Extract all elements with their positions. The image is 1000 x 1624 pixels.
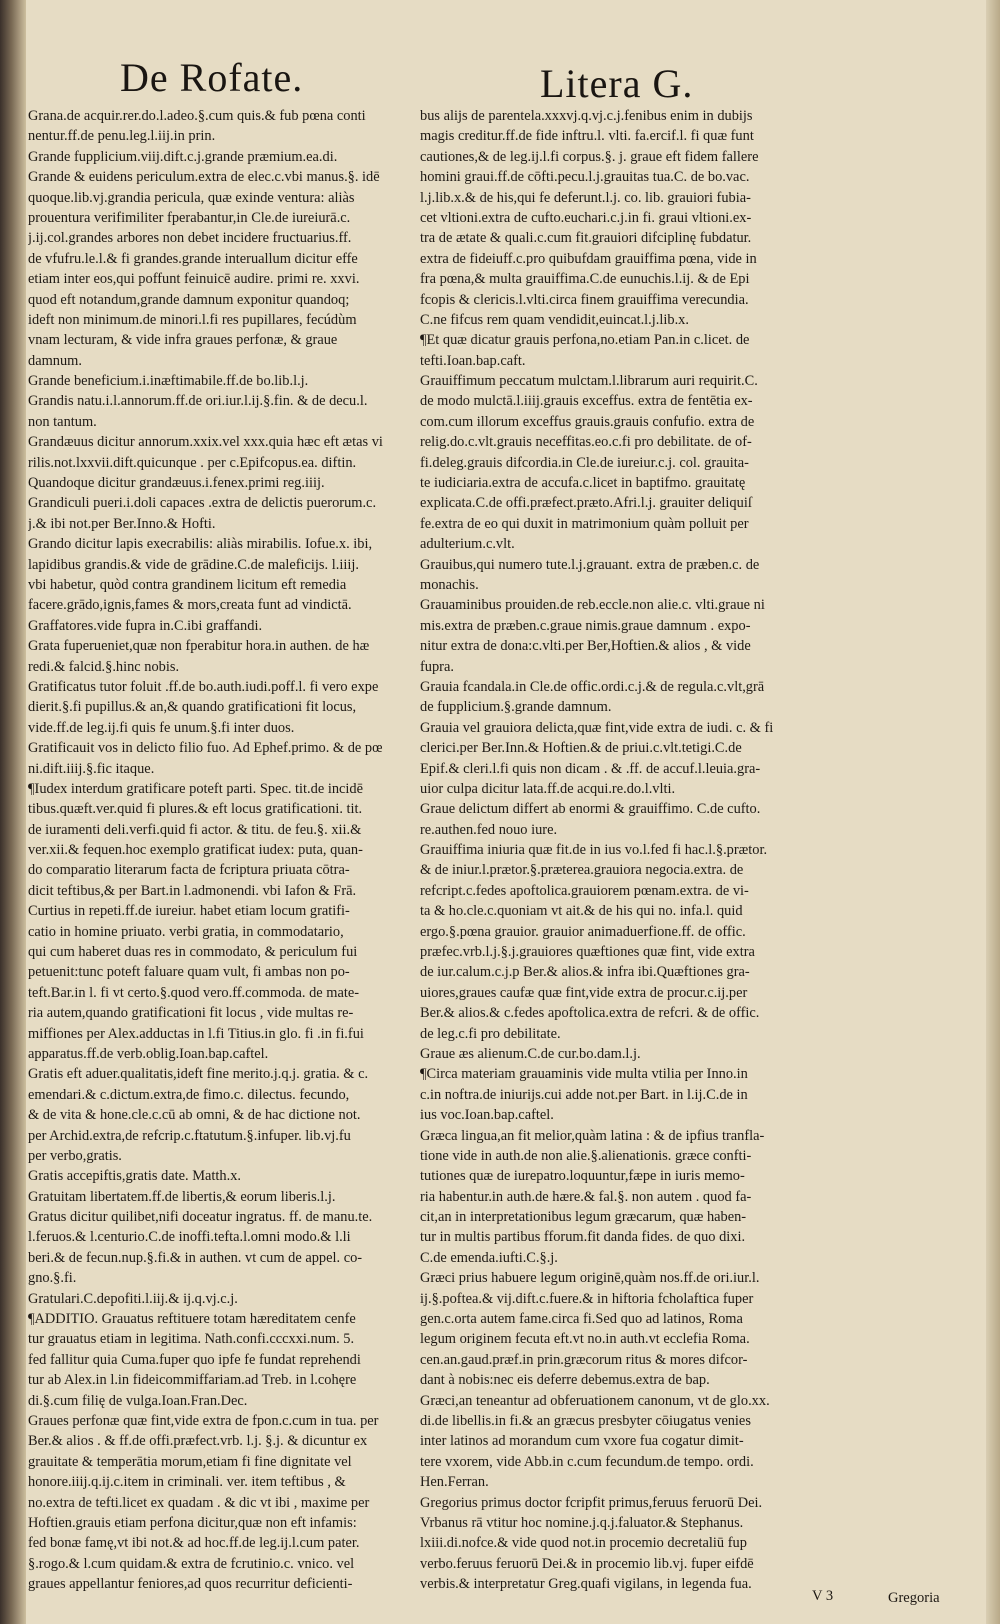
text-line: Epif.& cleri.l.fi quis non dicam . & .ff. de accuf.l.leuia.gra- [420,760,761,777]
text-line: clerici.per Ber.Inn.& Hoftien.& de priui.c.vlt.tetigi.C.de [420,740,742,757]
text-line: adulterium.c.vlt. [420,536,515,553]
text-line: Quandoque dicitur grandæuus.i.fenex.primi reg.iiij. [28,475,325,492]
signature-mark: V 3 [812,1588,834,1604]
text-line: fe.extra de eo qui duxit in matrimonium quàm polluit per [420,515,749,532]
text-line: & de iniur.l.prætor.§.præterea.grauiora negocia.extra. de [420,862,744,879]
text-line: mis.extra de præben.c.graue nimis.graue damnum . expo- [420,617,751,634]
running-header-right: Litera G. [540,61,694,106]
text-line: ij.§.poftea.& vij.dift.c.fuere.& in hiftoria fcholaftica fuper [420,1290,754,1307]
text-line: Græca lingua,an fit melior,quàm latina : & de ipfius tranfla- [420,1127,765,1144]
text-line: prouentura verifimiliter fperabantur,in Cle.de iureiurā.c. [28,209,351,226]
text-line: Graue æs alienum.C.de cur.bo.dam.l.j. [420,1045,641,1062]
text-line: te iudiciaria.extra de accufa.c.licet in baptifmo. grauitatę [420,475,746,492]
running-header-left: De Rofate. [120,55,304,100]
text-line: de leg.c.fi pro debilitate. [420,1025,561,1042]
text-line: de modo mulctā.l.iiij.grauis exceffus. extra de fentētia ex- [420,393,753,410]
text-line: tur grauatus etiam in legitima. Nath.confi.cccxxi.num. 5. [28,1331,355,1348]
text-line: ius voc.Ioan.bap.caftel. [420,1107,554,1124]
text-line: c.in noftra.de iniurijs.cui adde not.per Bart. in l.ij.C.de in [420,1086,748,1103]
text-line: fra pœna,& multa grauiffima.C.de eunuchis.l.ij. & de Epi [420,271,750,288]
text-line: ta & ho.cle.c.quoniam vt ait.& de his qui no. infa.l. quid [420,903,743,920]
text-line: Gratificatus tutor foluit .ff.de bo.auth.iudi.poff.l. fi vero expe [28,678,379,695]
text-line: ¶Circa materiam grauaminis vide multa vtilia per Inno.in [420,1066,748,1083]
text-line: Gratuitam libertatem.ff.de libertis,& eorum liberis.l.j. [28,1188,336,1205]
text-line: cit,an in interpretationibus legum græcarum, quæ haben- [420,1209,747,1226]
text-line: graues appellantur feniores,ad quos recurritur deficienti- [28,1576,353,1593]
text-line: per verbo,gratis. [28,1147,122,1164]
text-line: tutiones quæ de iurepatro.loquuntur,fæpe in iuris memo- [420,1168,745,1185]
text-line: Graue delictum differt ab enormi & grauiffimo. C.de cufto. [420,801,761,818]
text-line: gen.c.orta autem fame.circa fi.Sed quo ad latinos, Roma [420,1311,743,1328]
text-line: Vrbanus rā vtitur hoc nomine.j.q.j.faluator.& Stephanus. [420,1514,744,1531]
text-line: re.authen.fed nouo iure. [420,821,558,838]
left-column [28,106,408,1595]
text-line: de fupplicium.§.grande damnum. [420,699,612,716]
text-line: petuenit:tunc poteft faluare quam vult, fi ambas non po- [28,964,350,981]
text-line: Hoftien.grauis etiam perfona dicitur,quæ non eft infamis: [28,1514,357,1531]
text-line: Grando dicitur lapis execrabilis: aliàs mirabilis. Iofue.x. ibi, [28,536,373,553]
text-line: non tantum. [28,413,97,430]
catchword: Gregoria [888,1590,940,1606]
text-line: vbi habetur, quòd contra grandinem licitum eft remedia [28,576,347,593]
text-line: ¶ADDITIO. Grauatus reftituere totam hæreditatem cenfe [28,1311,356,1328]
text-line: Graues perfonæ quæ fint,vide extra de fpon.c.cum in tua. per [28,1413,379,1429]
text-line: j.& ibi not.per Ber.Inno.& Hofti. [28,515,216,532]
text-line: l.feruos.& l.centurio.C.de inoffi.tefta.l.omni modo.& l.li [28,1229,351,1246]
text-line: homini graui.ff.de cōfti.pecu.l.j.grauitas tua.C. de bo.vac. [420,169,750,186]
text-line: explicata.C.de offi.præfect.præto.Afri.l.j. grauiter deliquiſ [420,495,752,512]
text-line: Gratulari.C.depofiti.l.iij.& ij.q.vj.c.j. [28,1290,238,1307]
text-line: Grandis natu.i.l.annorum.ff.de ori.iur.l.ij.§.fin. & de decu.l. [28,393,368,410]
text-line: de iuramenti deli.verfi.quid fi actor. & titu. de feu.§. xii.& [28,821,362,838]
text-line: cen.an.gaud.præf.in prin.græcorum ritus & mores difcor- [420,1351,748,1368]
text-line: verbo.feruus feruorū Dei.& in procemio lib.vj. fuper eifdē [420,1555,754,1572]
text-line: gno.§.fi. [28,1270,77,1287]
text-line: teft.Bar.in l. fi vt certo.§.quod vero.ff.commoda. de mate- [28,984,360,1001]
text-line: beri.& de fecun.nup.§.fi.& in authen. vt cum de appel. co- [28,1249,363,1266]
text-line: ¶Iudex interdum gratificare poteft parti. Spec. tit.de incidē [28,780,363,797]
text-line: no.extra de tefti.licet ex quadam . & dic vt ibi , maxime per [28,1494,370,1511]
text-line: Grauia fcandala.in Cle.de offic.ordi.c.j.& de regula.c.vlt,grā [420,678,765,695]
text-line: tra de ætate & quali.c.cum fit.grauiori difciplinę fubdatur. [420,230,752,247]
text-line: redi.& falcid.§.hinc nobis. [28,658,180,675]
text-line: ver.xii.& fequen.hoc exemplo gratificat iudex: puta, quan- [28,842,363,859]
text-line: ni.dift.iiij.§.fic itaque. [28,760,155,777]
text-line: miffiones per Alex.adductas in l.fi Titius.in glo. fi .in fi.fui [28,1025,364,1042]
text-line: di.de libellis.in fi.& an græcus presbyter cōiugatus venies [420,1413,751,1429]
text-line: tibus.quæft.ver.quid fi plures.& eft locus gratificationi. tit. [28,801,363,818]
text-line: bus alijs de parentela.xxxvj.q.vj.c.j.fenibus enim in dubijs [420,108,753,124]
text-line: monachis. [420,576,479,593]
text-line: vnam lecturam, & vide infra graues perfonæ, & graue [28,332,338,349]
text-line: Grauiffimum peccatum mulctam.l.librarum auri requirit.C. [420,373,758,390]
text-line: dierit.§.fi pupillus.& an,& quando gratificationi fit locus, [28,699,357,716]
text-line: Graffatores.vide fupra in.C.ibi graffandi. [28,617,263,634]
text-line: præfec.vrb.l.j.§.j.grauiores quæftiones quæ fint, vide extra [420,944,755,961]
text-line: di.§.cum filię de vulga.Ioan.Fran.Dec. [28,1392,248,1409]
text-line: fcopis & clericis.l.vlti.circa finem grauiffima verecundia. [420,291,749,308]
text-line: cet vltioni.extra de cufto.euchari.c.j.in fi. graui vltioni.ex- [420,209,752,226]
text-line: Grandiculi pueri.i.doli capaces .extra de delictis puerorum.c. [28,495,377,512]
text-line: nitur extra de dona:c.vlti.per Ber,Hoftien.& alios , & vide [420,638,751,655]
text-line: ria habentur.in auth.de hære.& fal.§. non autem . quod fa- [420,1188,752,1205]
text-line: verbis.& interpretatur Greg.quafi vigilans, in legenda fua. [420,1576,752,1593]
text-line: apparatus.ff.de verb.oblig.Ioan.bap.caftel. [28,1045,269,1062]
text-line: Grande beneficium.i.inæftimabile.ff.de bo.lib.l.j. [28,373,309,390]
text-line: lxiii.di.nofce.& vide quod not.in procemio decretaliū fup [420,1535,747,1552]
text-line: vide.ff.de leg.ij.fi quis fe unum.§.fi inter duos. [28,719,295,736]
text-line: qui cum haberet duas res in commodato, & periculum fui [28,944,358,961]
text-line: extra de fideiuff.c.pro quibufdam grauiffima pœna, vide in [420,250,757,267]
text-line: Grauibus,qui numero tute.l.j.grauant. extra de præben.c. de [420,556,760,573]
text-line: legum originem fecuta eft.vt no.in auth.vt ecclefia Roma. [420,1331,750,1348]
text-line: inter latinos ad morandum cum vxore fua cogatur dimit- [420,1433,744,1450]
text-line: nentur.ff.de penu.leg.l.iij.in prin. [28,128,216,145]
text-line: j.ij.col.grandes arbores non debet incidere fructuarius.ff. [28,230,352,247]
text-line: fed bonæ famę,vt ibi not.& ad hoc.ff.de leg.ij.l.cum pater. [28,1535,360,1552]
text-line: Curtius in repeti.ff.de iureiur. habet etiam locum gratifi- [28,903,350,920]
text-line: relig.do.c.vlt.grauis neceffitas.eo.c.fi pro debilitate. de of- [420,434,752,451]
text-line: grauitate & temperātia morum,etiam fi fine dignitate vel [28,1453,352,1470]
binding-gutter [0,0,26,1624]
text-line: lapidibus grandis.& vide de grādine.C.de maleficijs. l.iiij. [28,556,359,573]
text-line: fed fallitur quia Cuma.fuper quo ipfe fe fundat reprehendi [28,1351,361,1368]
right-column [420,106,975,1595]
text-line: Grauaminibus prouiden.de reb.eccle.non alie.c. vlti.graue ni [420,597,765,614]
text-line: C.ne fifcus rem quam vendidit,euincat.l.j.lib.x. [420,311,689,328]
text-line: per Archid.extra,de refcrip.c.ftatutum.§.infuper. lib.vj.fu [28,1127,351,1144]
text-line: damnum. [28,352,82,369]
text-line: magis creditur.ff.de fide inftru.l. vlti. fa.ercif.l. fi quæ funt [420,128,754,145]
text-line: Grande & euidens periculum.extra de elec.c.vbi manus.§. idē [28,169,380,186]
text-line: Grandæuus dicitur annorum.xxix.vel xxx.quia hæc eft ætas vi [28,434,383,451]
text-line: quoque.lib.vj.grandia pericula, quæ exinde ventura: aliàs [28,189,355,206]
text-line: refcript.c.fedes apoftolica.grauiorem pœnam.extra. de vi- [420,882,749,899]
text-line: Gregorius primus doctor fcripfit primus,feruus feruorū Dei. [420,1494,763,1511]
text-line: catio in homine priuato. verbi gratia, in commodatario, [28,923,344,940]
text-line: Ber.& alios.& c.fedes apoftolica.extra de refcri. & de offic. [420,1005,760,1022]
page-edge [986,0,1000,1624]
text-line: com.cum illorum exceffus grauis.grauis confufio. extra de [420,413,755,430]
text-line: ¶Et quæ dicatur grauis perfona,no.etiam Pan.in c.licet. de [420,332,750,349]
text-line: Ber.& alios . & ff.de offi.præfect.vrb. l.j. §.j. & dicuntur ex [28,1433,368,1450]
text-line: fupra. [420,658,454,675]
text-line: dant à nobis:nec eis deferre debemus.extra de bap. [420,1372,710,1389]
text-line: Gratus dicitur quilibet,nifi doceatur ingratus. ff. de manu.te. [28,1209,373,1226]
text-line: Grana.de acquir.rer.do.l.adeo.§.cum quis.& fub pœna conti [28,108,366,124]
text-line: Græci,an teneantur ad obferuationem canonum, vt de glo.xx. [420,1392,770,1409]
text-line: facere.grādo,ignis,fames & mors,creata funt ad vindictā. [28,597,352,614]
text-line: honore.iiij.q.ij.c.item in criminali. ver. item teftibus , & [28,1474,346,1491]
text-line: §.rogo.& l.cum quidam.& extra de fcrutinio.c. vnico. vel [28,1555,355,1572]
text-line: Grande fupplicium.viij.dift.c.j.grande præmium.ea.di. [28,148,338,165]
text-line: C.de emenda.iufti.C.§.j. [420,1249,558,1266]
text-line: etiam inter eos,qui poffunt feinuicē audire. primi re. xxvi. [28,271,360,288]
text-line: do comparatio literarum facta de fcriptura priuata cōtra- [28,862,350,879]
text-line: & de vita & hone.cle.c.cū ab omni, & de hac dictione not. [28,1107,361,1124]
text-line: de vfufru.le.l.& fi grandes.grande interuallum dicitur effe [28,250,358,267]
text-line: Grata fuperueniet,quæ non fperabitur hora.in authen. de hæ [28,638,370,655]
text-line: ideft non minimum.de minori.l.fi res pupillares, fecúdùm [28,311,357,328]
text-line: Gratificauit vos in delicto filio fuo. Ad Ephef.primo. & de pœ [28,740,383,757]
text-line: Græci prius habuere legum originē,quàm nos.ff.de ori.iur.l. [420,1270,760,1287]
text-line: tefti.Ioan.bap.caft. [420,352,526,369]
text-line: tur ab Alex.in l.in fideicommiffariam.ad Treb. in l.cohęre [28,1372,357,1389]
text-line: tere vxorem, vide Abb.in c.cum fecundum.de tempo. ordi. [420,1453,754,1470]
text-line: fi.deleg.grauis difcordia.in Cle.de iureiur.c.j. col. grauita- [420,454,749,471]
text-line: Grauia vel grauiora delicta,quæ fint,vide extra de iudi. c. & fi [420,719,774,736]
text-line: rilis.not.lxxvii.dift.quicunque . per c.Epifcopus.ea. diftin. [28,454,357,471]
text-line: Hen.Ferran. [420,1474,489,1491]
text-line: dicit teftibus,& per Bart.in l.admonendi. vbi Iafon & Frā. [28,882,357,899]
text-line: ria autem,quando gratificationi fit locus , vide multas re- [28,1005,354,1022]
text-line: tur in multis partibus fforum.fit danda fides. de quo dixi. [420,1229,746,1246]
text-line: uiores,graues caufæ quæ fint,vide extra de procur.c.ij.per [420,984,748,1001]
text-line: quod eft notandum,grande damnum exponitur quandoq; [28,291,350,308]
text-line: Gratis eft aduer.qualitatis,ideft fine merito.j.q.j. gratia. & c. [28,1066,369,1083]
text-line: Gratis accepiftis,gratis date. Matth.x. [28,1168,241,1185]
text-line: emendari.& c.dictum.extra,de fimo.c. dilectus. fecundo, [28,1086,350,1103]
text-line: de iur.calum.c.j.p Ber.& alios.& infra ibi.Quæftiones gra- [420,964,750,981]
text-line: Grauiffima iniuria quæ fit.de in ius vo.l.fed fi hac.l.§.prætor. [420,842,768,859]
text-line: cautiones,& de leg.ij.l.fi corpus.§. j. graue eft fidem fallere [420,148,759,165]
text-line: l.j.lib.x.& de his,qui fe deferunt.l.j. co. lib. grauiori fubia- [420,189,751,206]
text-line: ergo.§.pœna grauior. grauior animaduerfione.ff. de offic. [420,923,746,940]
text-line: uior culpa dicitur lata.ff.de acqui.re.do.l.vlti. [420,780,676,797]
text-line: tione vide in auth.de non alie.§.alienationis. græce confti- [420,1147,752,1164]
